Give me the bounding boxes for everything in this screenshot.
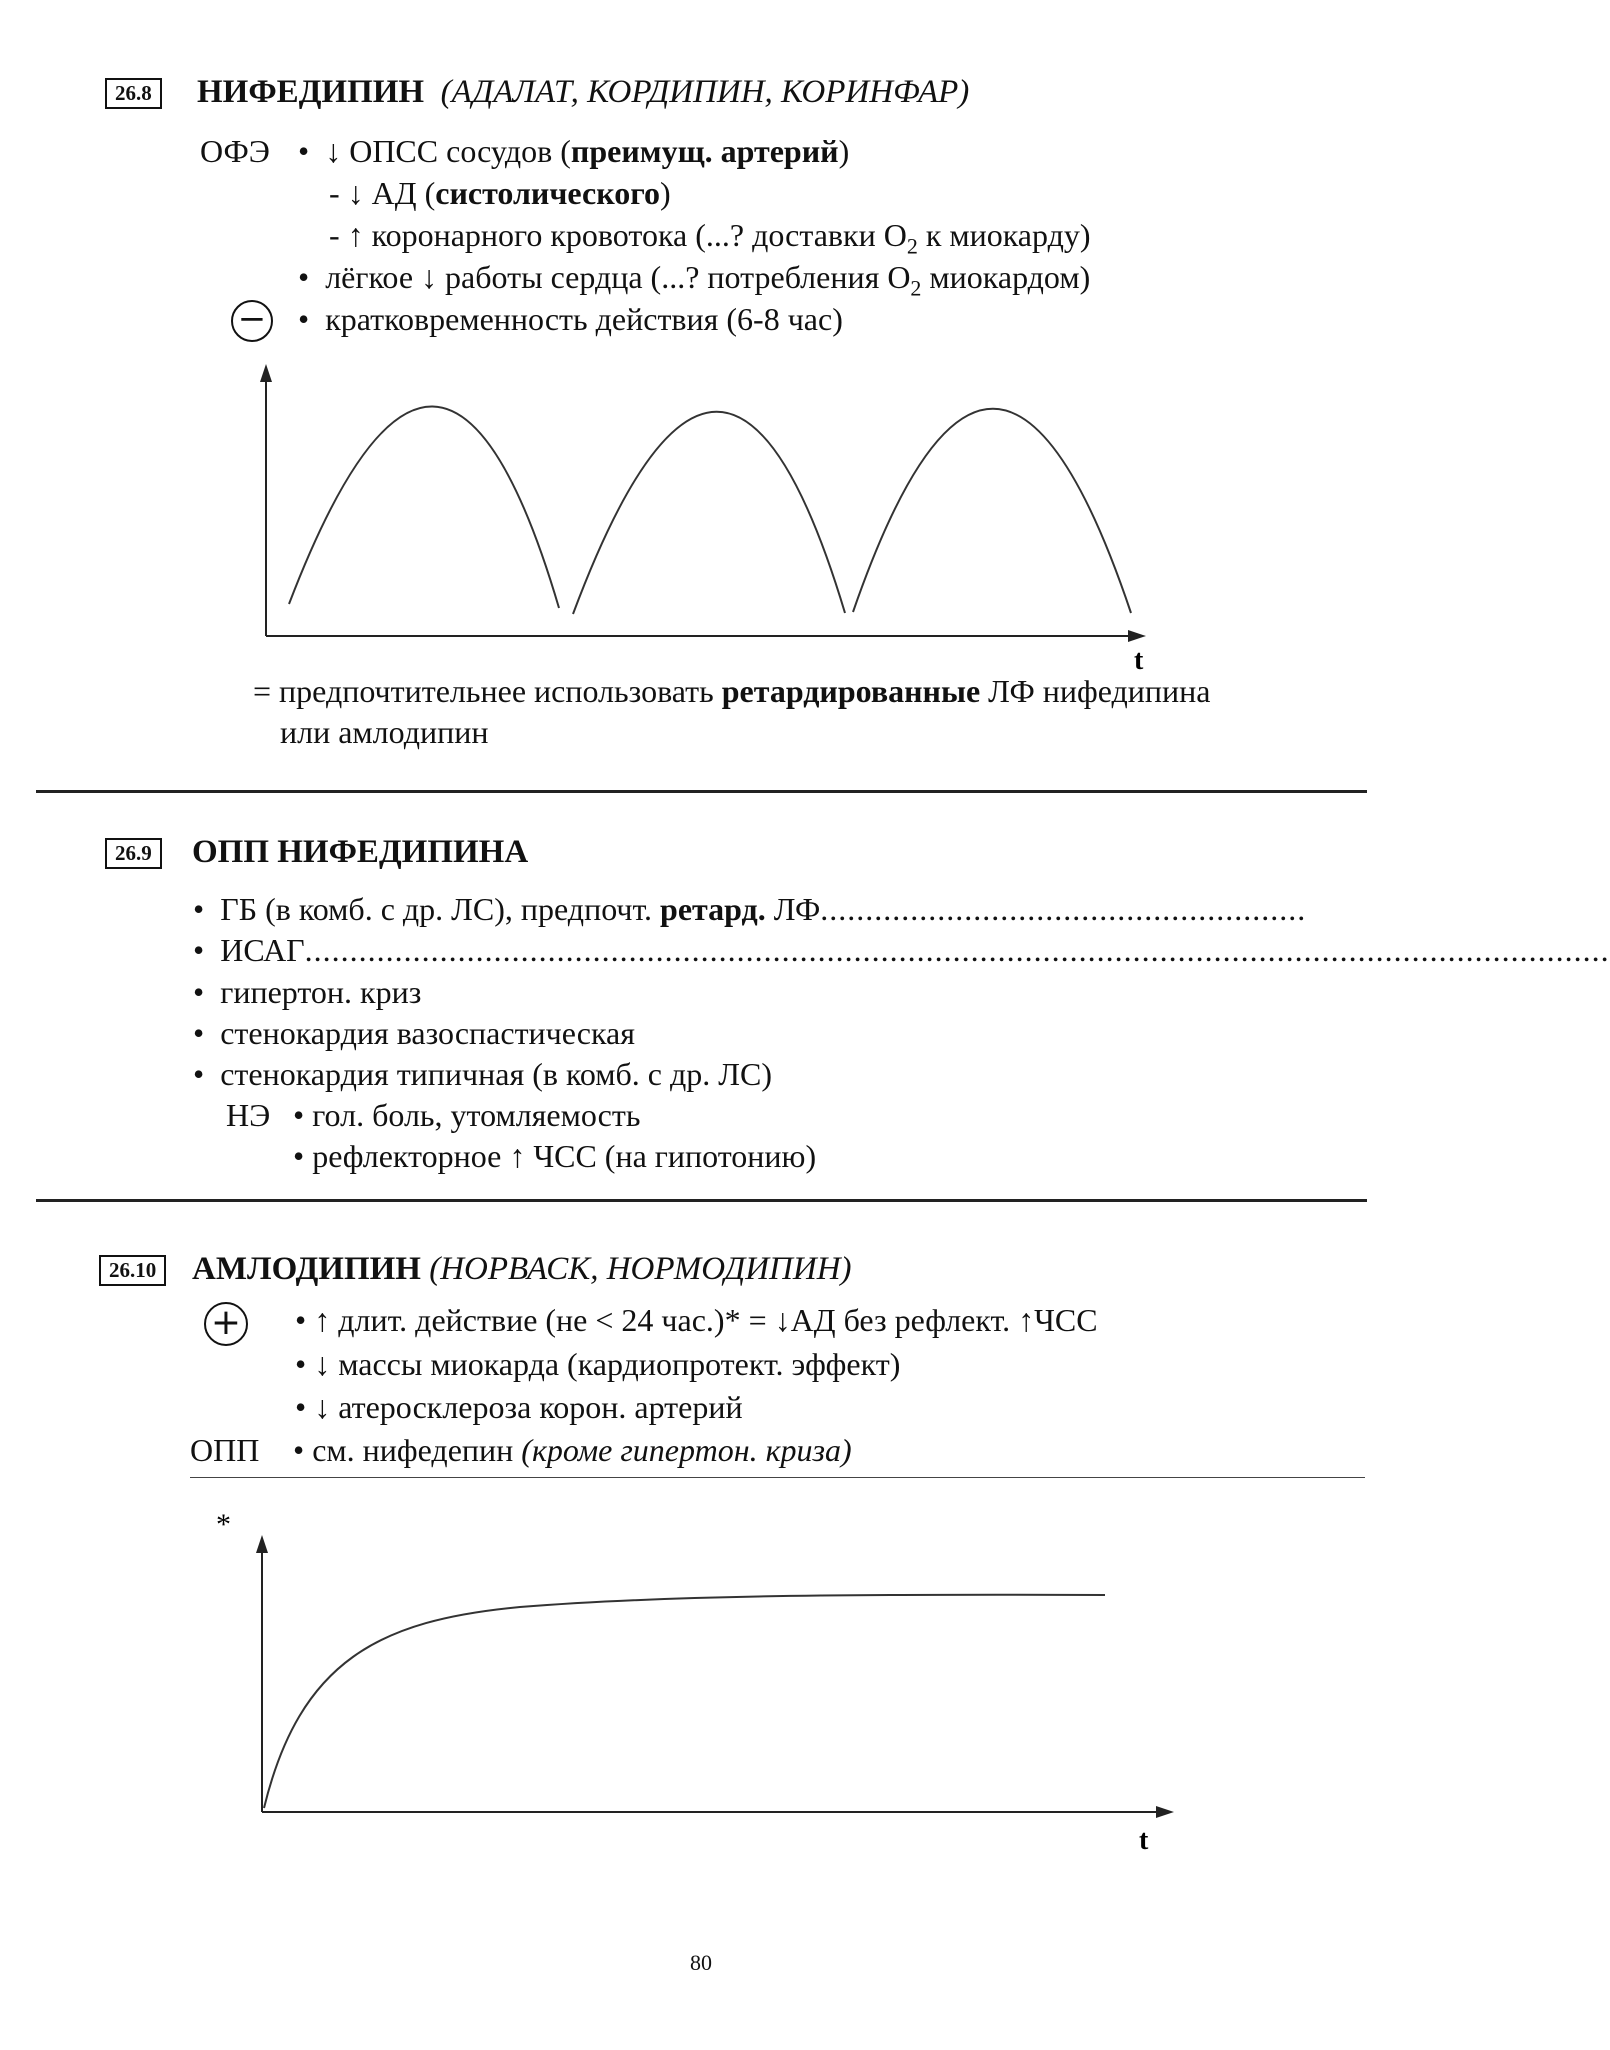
indication-item: • гипертон. криз bbox=[193, 974, 422, 1010]
x-axis-arrow bbox=[1156, 1806, 1174, 1818]
conclusion-line-2: или амлодипин bbox=[280, 714, 489, 750]
effect-line-1: • ↓ ОПСС сосудов (преимущ. артерий) bbox=[298, 133, 850, 169]
advantage-item: • ↑ длит. действие (не < 24 час.)* = ↓АД без рефлект. ↑ЧСС bbox=[295, 1302, 1098, 1338]
minus-circle-icon: − bbox=[231, 300, 273, 342]
advantage-item: • ↓ массы миокарда (кардиопротект. эффект) bbox=[295, 1346, 901, 1382]
side-effects-label: НЭ bbox=[226, 1097, 271, 1133]
section-title: НИФЕДИПИН (АДАЛАТ, КОРДИПИН, КОРИНФАР) bbox=[197, 74, 970, 110]
side-effect-item: • гол. боль, утомляемость bbox=[293, 1097, 641, 1133]
section-title: АМЛОДИПИН (НОРВАСК, НОРМОДИПИН) bbox=[192, 1251, 852, 1287]
section-number-badge: 26.8 bbox=[105, 78, 162, 109]
x-axis-label: t bbox=[1139, 1825, 1149, 1856]
effect-line-3: - ↑ коронарного кровотока (...? доставки $O_2$ к миокарду) bbox=[329, 217, 1091, 259]
y-axis-arrow bbox=[256, 1535, 268, 1553]
indication-item: • ИСАГ................................................................................................................................................. bbox=[193, 932, 1610, 968]
x-axis-label: t bbox=[1134, 645, 1144, 676]
section-number-badge: 26.10 bbox=[99, 1255, 166, 1286]
concentration-curve bbox=[264, 1595, 1105, 1808]
indications-note: • см. нифедепин (кроме гипертон. криза) bbox=[293, 1432, 852, 1468]
section-title: ОПП НИФЕДИПИНА bbox=[192, 834, 529, 870]
advantage-item: • ↓ атеросклероза корон. артерий bbox=[295, 1389, 743, 1425]
section-number-badge: 26.9 bbox=[105, 838, 162, 869]
conclusion-line-1: = предпочтительнее использовать ретардированные ЛФ нифедипина bbox=[253, 673, 1211, 709]
effect-line-5: • кратковременность действия (6-8 час) bbox=[298, 301, 843, 337]
y-axis-star-label: * bbox=[216, 1508, 231, 1541]
indication-item: • стенокардия вазоспастическая bbox=[193, 1015, 635, 1051]
page-number: 80 bbox=[690, 1950, 712, 1975]
indication-item: • стенокардия типичная (в комб. с др. ЛС) bbox=[193, 1056, 772, 1092]
side-effect-item: • рефлекторное ↑ ЧСС (на гипотонию) bbox=[293, 1138, 817, 1174]
ofe-label: ОФЭ bbox=[200, 133, 270, 169]
effect-line-2: - ↓ АД (систолического) bbox=[329, 175, 671, 211]
indications-label: ОПП bbox=[190, 1432, 260, 1468]
indication-item: • ГБ (в комб. с др. ЛС), предпочт. ретард. ЛФ...................................................... bbox=[193, 891, 1307, 927]
plus-circle-icon: + bbox=[204, 1302, 248, 1346]
effect-line-4: • лёгкое ↓ работы сердца (...? потребления $O_2$ миокардом) bbox=[298, 259, 1091, 301]
